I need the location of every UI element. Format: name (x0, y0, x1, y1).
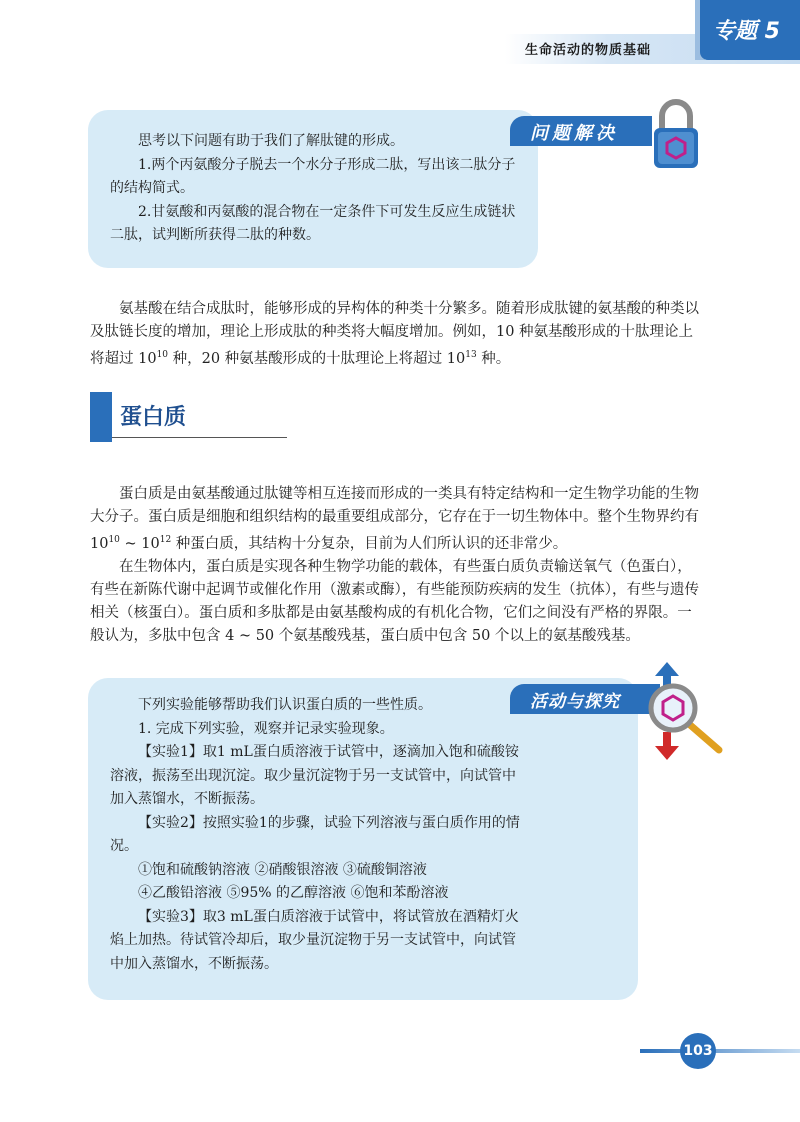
section-underline (112, 437, 287, 438)
text-run: 氨基酸在结合成肽时，能够形成的异构体的种类十分繁多。随着形成肽键的氨基酸的种类以及肽链长度的增加，理论上形成肽的种类将大幅度增加。例如，10 种氨基酸形成的十肽理论上将超过 10 (90, 301, 699, 367)
paragraph-protein-function: 在生物体内，蛋白质是实现各种生物学功能的载体，有些蛋白质负责输送氧气（色蛋白），有些在新陈代谢中起调节或催化作用（激素或酶），有些能预防疾病的发生（抗体），有些与遗传相关（核蛋白）。蛋白质和多肽都是由氨基酸构成的有机化合物，它们之间没有严格的界限。一般认为，多肽中包含 4 ~ 50 个氨基酸残基，蛋白质中包含 50 个以上的氨基酸残基。 (90, 558, 699, 644)
superscript: 13 (465, 350, 477, 360)
activity-text (110, 694, 520, 976)
lock-icon (650, 94, 702, 172)
problem-line: 1.两个丙氨酸分子脱去一个水分子形成二肽，写出该二肽分子的结构简式。 (110, 156, 516, 196)
activity-badge: 活动与探究 (510, 684, 660, 714)
superscript: 10 (156, 350, 169, 360)
paragraph-isomers (90, 298, 705, 371)
problem-line: 2.甘氨酸和丙氨酸的混合物在一定条件下可发生反应生成链状二肽，试判断所获得二肽的种数。 (110, 203, 516, 243)
reagent-list: ④乙酸铅溶液 ⑤95% 的乙醇溶液 ⑥饱和苯酚溶液 (138, 885, 449, 901)
superscript: 12 (159, 535, 172, 545)
activity-intro: 下列实验能够帮助我们认识蛋白质的一些性质。 (138, 697, 432, 713)
text-run: ~ 10 (119, 535, 160, 552)
activity-step: 1. 完成下列实验，观察并记录实验现象。 (138, 720, 394, 737)
paragraph-protein-definition (90, 483, 705, 556)
problem-text (110, 130, 525, 248)
problem-line: 思考以下问题有助于我们了解肽键的形成。 (138, 133, 404, 149)
experiment-3: 【实验3】取3 mL蛋白质溶液于试管中，将试管放在酒精灯火焰上加热。待试管冷却后，取少量沉淀物于另一支试管中，向试管中加入蒸馏水，不断振荡。 (110, 908, 519, 972)
text-run: 蛋白质是由氨基酸通过肽键等相互连接而形成的一类具有特定结构和一定生物学功能的生物大分子。蛋白质是细胞和组织结构的最重要组成部分，它存在于一切生物体中。整个生物界约有 10 (90, 486, 699, 552)
header-subtitle: 生命活动的物质基础 (525, 43, 652, 58)
text-run: 种。 (476, 350, 511, 367)
page-number: 103 (680, 1033, 716, 1069)
page-number-bar (640, 1049, 800, 1053)
text-run: 种，20 种氨基酸形成的十肽理论上将超过 10 (168, 350, 466, 367)
section-body (90, 483, 705, 648)
experiment-2: 【实验2】按照实验1的步骤，试验下列溶液与蛋白质作用的情况。 (110, 814, 520, 854)
superscript: 10 (108, 535, 120, 545)
magnifier-icon (645, 662, 725, 762)
reagent-list: ①饱和硫酸钠溶液 ②硝酸银溶液 ③硫酸铜溶液 (138, 861, 427, 878)
text-run: 种蛋白质，其结构十分复杂，目前为人们所认识的还非常少。 (171, 535, 568, 552)
section-marker (90, 392, 112, 442)
problem-badge: 问题解决 (510, 116, 652, 146)
experiment-1: 【实验1】取1 mL蛋白质溶液于试管中，逐滴加入饱和硫酸铵溶液，振荡至出现沉淀。取少量沉淀物于另一支试管中，向试管中加入蒸馏水，不断振荡。 (110, 744, 519, 807)
section-title: 蛋白质 (120, 405, 187, 430)
header-tab-label: 专题 5 (713, 19, 780, 44)
